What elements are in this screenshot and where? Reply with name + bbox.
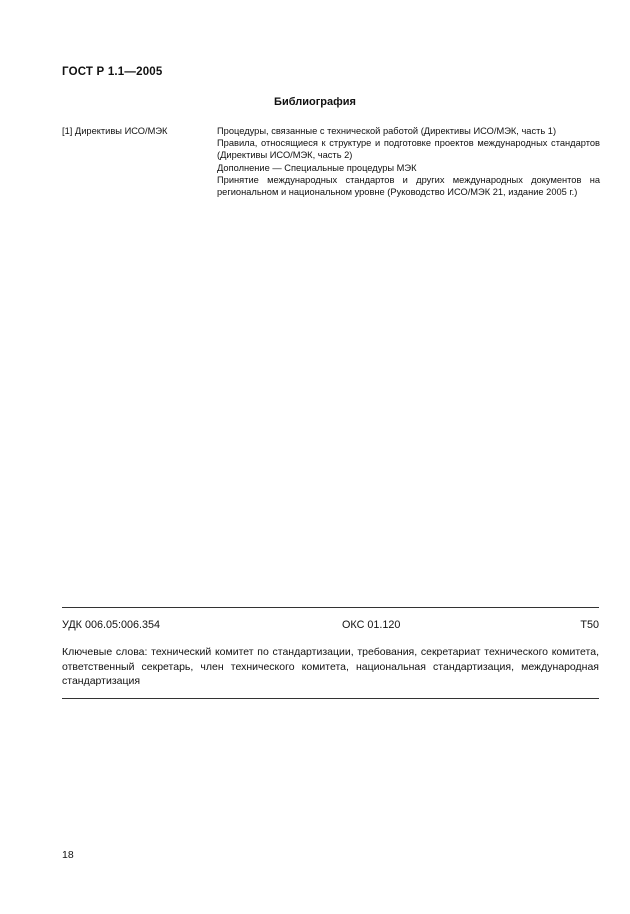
classification-row [62,619,599,633]
standard-identifier: ГОСТ Р 1.1—2005 [62,66,163,78]
divider-top [62,607,599,608]
bibliography-entry-documents [217,125,600,198]
bibliography-document: Дополнение — Специальные процедуры МЭК [217,162,417,173]
bibliography-document: Правила, относящиеся к структуре и подготовке проектов международных стандартов (Директивы ИСО/МЭК, часть 2) [217,138,600,161]
bibliography-entry-reference: [1] Директивы ИСО/МЭК [62,126,168,136]
bibliography-title: Библиография [274,96,356,108]
bibliography-document: Процедуры, связанные с технической работой (Директивы ИСО/МЭК, часть 1) [217,126,557,136]
category-code: Т50 [580,619,599,631]
udk-code: УДК 006.05:006.354 [62,619,161,631]
bibliography-document: Принятие международных стандартов и других международных документов на региональном и национальном уровне (Руководство ИСО/МЭК 21, издание 2005 г.) [217,174,600,198]
page-number: 18 [62,849,74,861]
oks-code: ОКС 01.120 [342,619,401,631]
keywords: Ключевые слова: технический комитет по стандартизации, требования, секретариат технического комитета, ответственный секретарь, член технического комитета, национальная стандартизация, международная стандартизация [62,646,599,687]
divider-bottom [62,698,599,699]
